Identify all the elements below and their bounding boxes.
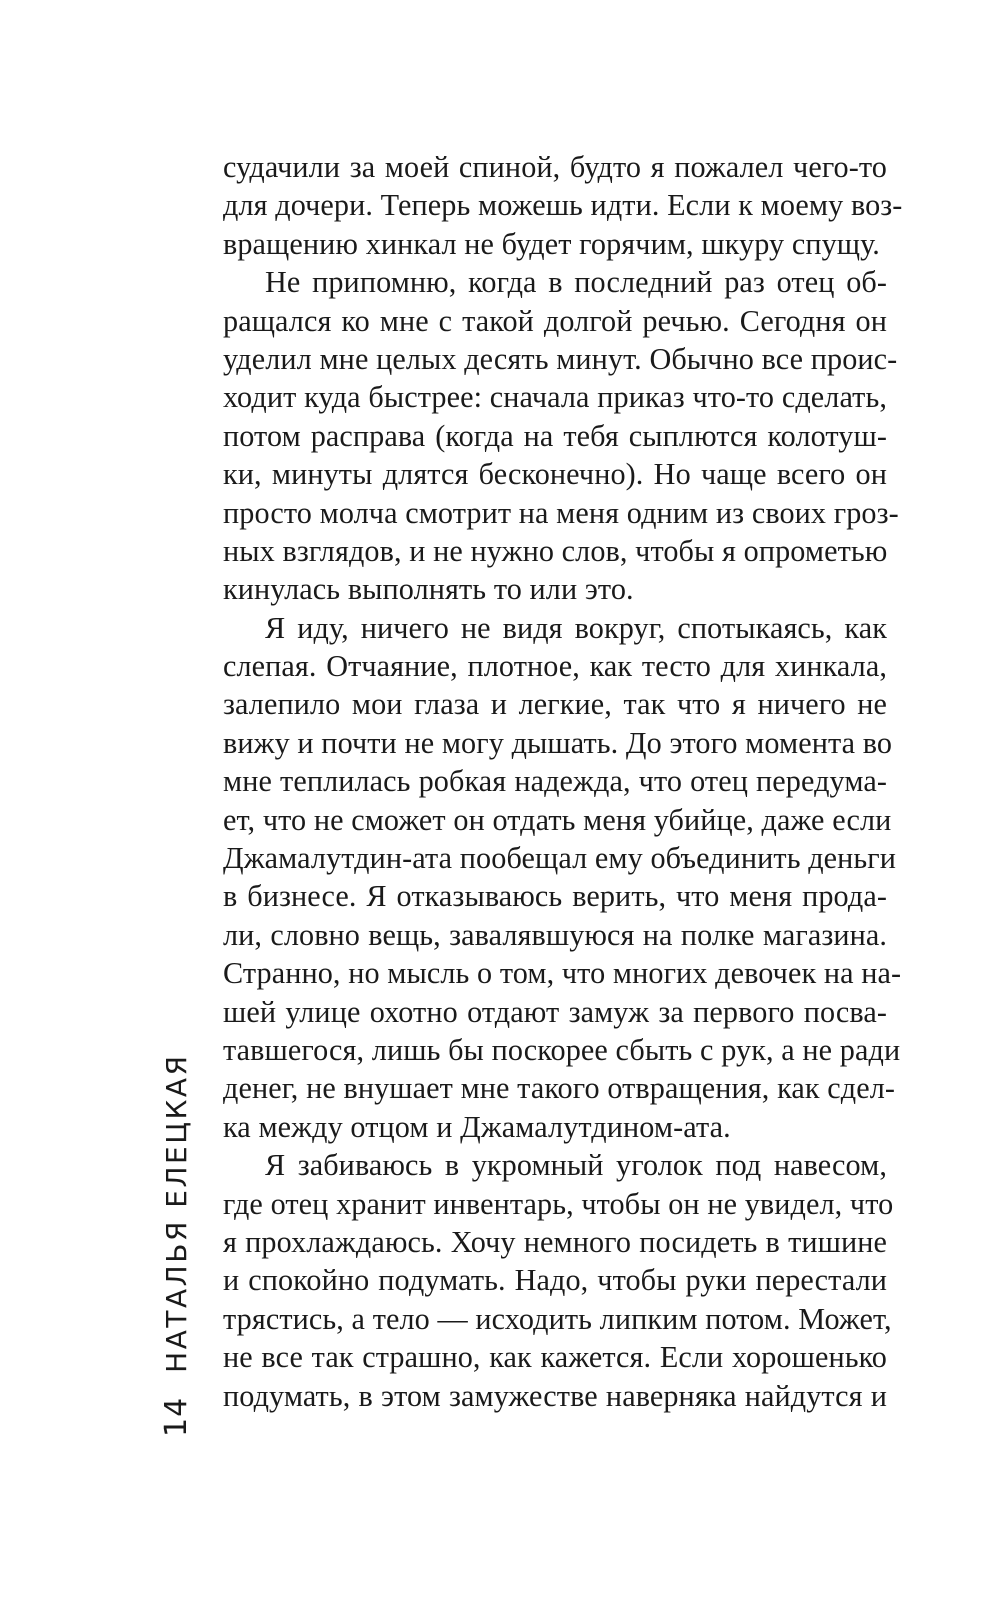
running-head-rotated	[158, 1054, 196, 1437]
text-line: и спокойно подумать. Надо, чтобы руки перестали	[223, 1263, 887, 1298]
text-line: для дочери. Теперь можешь идти. Если к моему воз-	[223, 188, 903, 223]
text-line: трястись, а тело — исходить липким потом. Может,	[223, 1301, 892, 1336]
text-line: ки, минуты длятся бесконечно). Но чаще всего он	[223, 457, 887, 492]
text-line: мне теплилась робкая надежда, что отец передума-	[223, 764, 887, 799]
text-line: ка между отцом и Джамалутдином-ата.	[223, 1109, 731, 1144]
text-line: я прохлаждаюсь. Хочу немного посидеть в тишине	[223, 1224, 887, 1259]
text-line: шей улице охотно отдают замуж за первого посва-	[223, 994, 887, 1029]
text-line: Странно, но мысль о том, что многих девочек на на-	[223, 956, 902, 991]
text-line: залепило мои глаза и легкие, так что я ничего не	[223, 687, 887, 722]
text-line: Я иду, ничего не видя вокруг, спотыкаясь, как	[265, 610, 887, 645]
text-line: ет, что не сможет он отдать меня убийце, даже если	[223, 802, 892, 837]
page-number: 14	[159, 1396, 194, 1437]
text-line: ных взглядов, и не нужно слов, чтобы я опрометью	[223, 533, 888, 568]
text-line: Не припомню, когда в последний раз отец об-	[265, 265, 887, 300]
text-line: судачили за моей спиной, будто я пожалел чего-то	[223, 150, 887, 184]
text-line: ращался ко мне с такой долгой речью. Сегодня он	[223, 303, 887, 338]
text-line: кинулась выполнять то или это.	[223, 572, 634, 607]
author-name: НАТАЛЬЯ ЕЛЕЦКАЯ	[160, 1053, 193, 1373]
text-line: потом расправа (когда на тебя сыплются колотуш-	[223, 418, 887, 453]
text-line: не все так страшно, как кажется. Если хорошенько	[223, 1340, 887, 1375]
text-line: денег, не внушает мне такого отвращения, как сдел-	[223, 1071, 896, 1106]
text-line: ходит куда быстрее: сначала приказ что-то сделать,	[223, 380, 887, 415]
body-text	[223, 148, 903, 1415]
text-line: подумать, в этом замужестве наверняка найдутся и	[223, 1378, 887, 1413]
text-line: слепая. Отчаяние, плотное, как тесто для хинкала,	[223, 649, 887, 684]
text-line: ли, словно вещь, завалявшуюся на полке магазина.	[223, 917, 887, 952]
text-line: вижу и почти не могу дышать. До этого момента во	[223, 725, 893, 760]
text-line: просто молча смотрит на меня одним из своих гроз-	[223, 495, 899, 530]
text-line: тавшегося, лишь бы поскорее сбыть с рук, а не ради	[223, 1032, 901, 1067]
text-line: где отец хранит инвентарь, чтобы он не увидел, что	[223, 1186, 894, 1221]
text-line: уделил мне целых десять минут. Обычно все проис-	[223, 341, 898, 376]
text-line: вращению хинкал не будет горячим, шкуру спущу.	[223, 226, 880, 261]
text-line: Джамалутдин-ата пообещал ему объединить деньги	[223, 841, 897, 876]
text-line: Я забиваюсь в укромный уголок под навесом,	[265, 1148, 887, 1183]
text-line: в бизнесе. Я отказываюсь верить, что меня прода-	[223, 879, 887, 914]
